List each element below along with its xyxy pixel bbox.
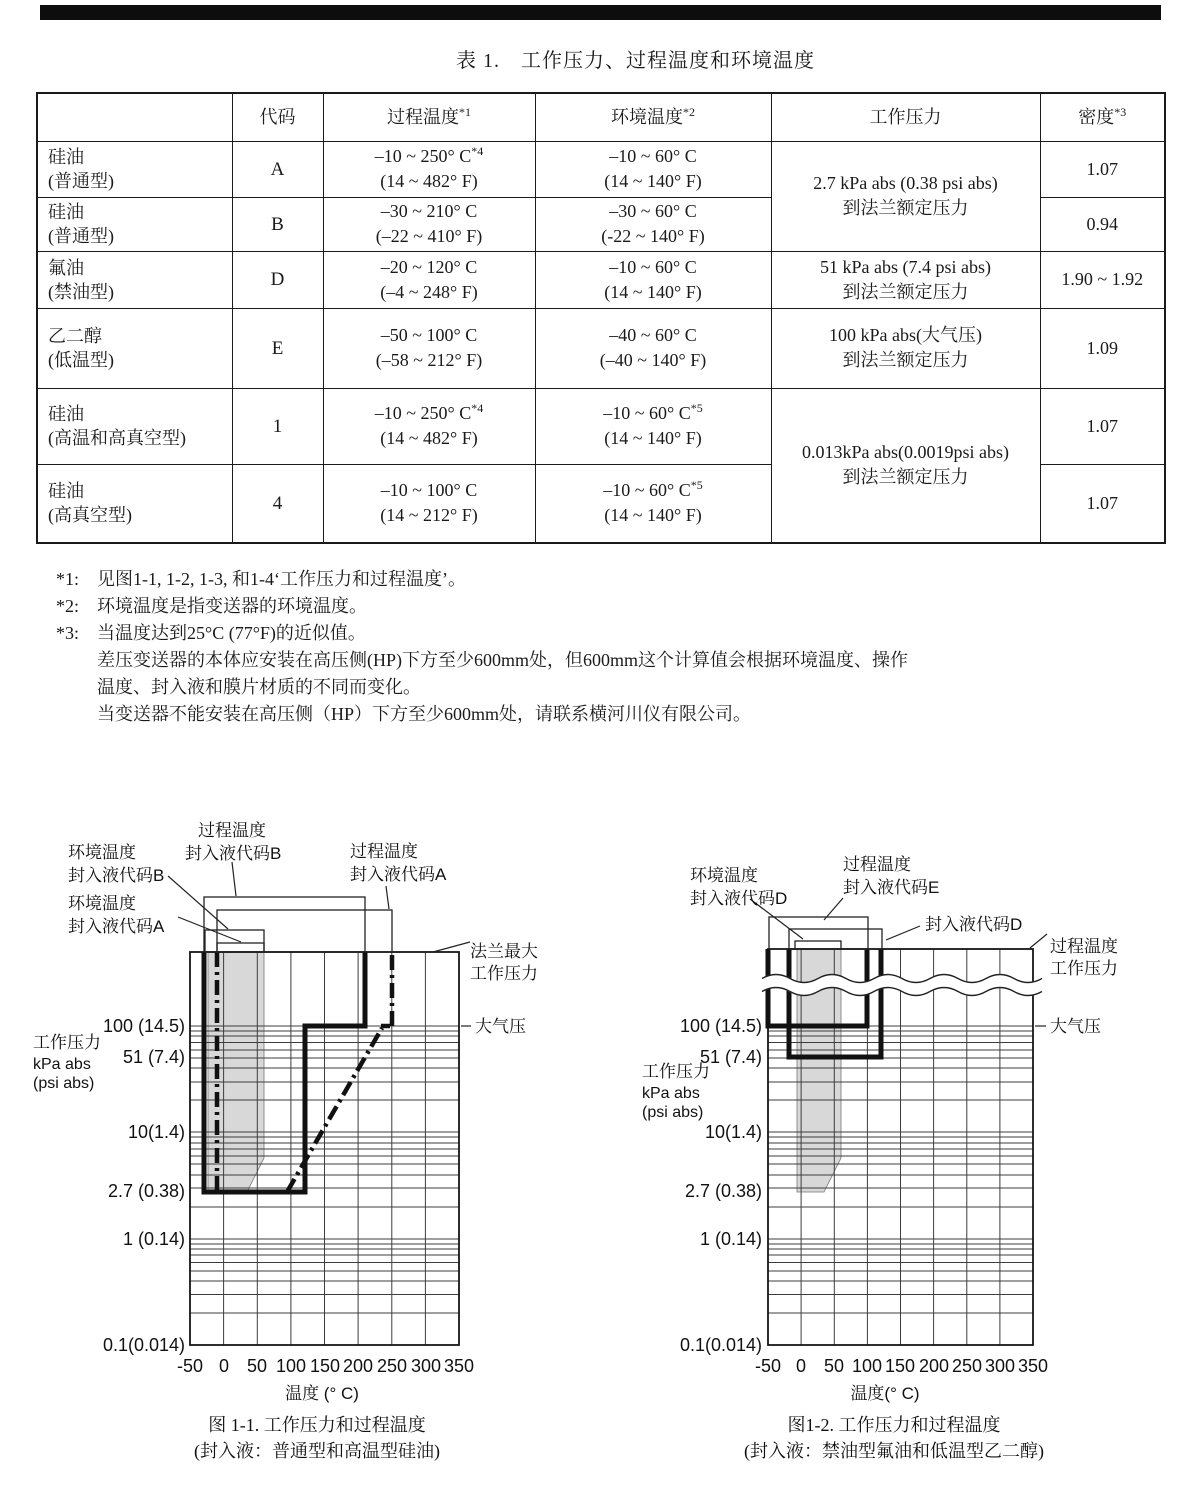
fig2-process-temp-box-e (769, 917, 868, 949)
fig2-y-tick: 100 (14.5) (679, 1016, 762, 1036)
header-ambient-sup: *2 (683, 104, 695, 119)
fig2-label-amb-d: 环境温度 (690, 866, 758, 885)
ambient-range-c: –10 ~ 60° C (603, 403, 691, 423)
process-range-c: –10 ~ 250° C (374, 403, 472, 423)
fig1-x-tick: 50 (246, 1356, 268, 1376)
fluid-type: (禁油型) (48, 281, 114, 302)
fig1-y-tick: 100 (14.5) (102, 1016, 185, 1036)
footnote-text: 见图1-1, 1-2, 1-3, 和1-4‘工作压力和过程温度’。 (97, 569, 466, 589)
pressure-range-note: 到法兰额定压力 (842, 467, 969, 488)
ambient-range-c: –10 ~ 60° C (603, 480, 691, 501)
fig2-y-tick: 1 (0.14) (699, 1229, 762, 1249)
fig2-x-tick: 250 (951, 1356, 983, 1376)
process-range-c: –20 ~ 120° C (380, 256, 478, 277)
figure-1-1 (33, 821, 538, 1462)
fig1-leader-flange (433, 942, 470, 952)
process-range-c: –50 ~ 100° C (380, 325, 478, 345)
cell-density-4: 1.07 (1040, 464, 1165, 543)
fig1-label-amb-a: 环境温度 (68, 894, 136, 913)
fluid-type: (高温和高真空型) (48, 428, 186, 448)
process-range-f: (14 ~ 482° F) (380, 428, 478, 448)
fig1-label-amb-b: 环境温度 (68, 843, 136, 862)
ambient-range-f: (14 ~ 140° F) (604, 281, 702, 302)
fig1-leader-proc-b (232, 862, 236, 896)
fig1-x-tick: 350 (443, 1356, 475, 1376)
fig1-x-tick: 150 (309, 1356, 341, 1376)
footnote-marker: *3: (56, 623, 80, 643)
fig1-label-flange-max: 工作压力 (470, 964, 538, 983)
cell-code-a: A (232, 141, 323, 197)
fig2-label-proc-e: 过程温度 (843, 855, 911, 874)
ambient-range-c: –30 ~ 60° C (609, 201, 697, 221)
header-process-sup: *1 (459, 104, 471, 119)
fig1-x-tick: 200 (342, 1356, 374, 1376)
header-pressure-label: 工作压力 (869, 106, 942, 127)
fig2-x-tick: 50 (823, 1356, 845, 1376)
fig1-y-tick: 51 (7.4) (122, 1047, 185, 1067)
fluid-name: 氟油 (48, 257, 84, 278)
fig2-x-tick: 100 (851, 1356, 883, 1376)
fig2-y-tick: 0.1(0.014) (679, 1335, 762, 1355)
header-ambient-label: 环境温度 (611, 106, 683, 127)
fig1-process-temp-box-a (217, 910, 392, 952)
fig1-label-amb-a: 封入液代码A (68, 917, 165, 936)
ambient-range-f: (14 ~ 140° F) (604, 505, 702, 526)
fig2-x-tick: 200 (918, 1356, 950, 1376)
fig2-leader-code-d (886, 926, 920, 940)
header-density-sup: *3 (1114, 104, 1127, 119)
ambient-range-c: –10 ~ 60° C (609, 256, 697, 277)
cell-code-b: B (232, 197, 323, 251)
ambient-range-f: (14 ~ 140° F) (604, 171, 702, 191)
fig1-label-proc-b: 封入液代码B (185, 844, 282, 863)
cell-density-a: 1.07 (1040, 141, 1165, 197)
cell-density-b: 0.94 (1040, 197, 1165, 251)
figure-1-2 (642, 855, 1118, 1462)
cell-code-d: D (232, 251, 323, 308)
fig1-ambient-temp-box-b (205, 930, 264, 952)
fig2-ambient-temp-box-d (795, 941, 841, 949)
fig2-caption-title: 图1-2. 工作压力和过程温度 (787, 1415, 1001, 1435)
fig1-y-tick: 0.1(0.014) (102, 1335, 185, 1355)
process-range-f: (14 ~ 212° F) (380, 505, 478, 526)
fig1-y-axis-label: 工作压力 (33, 1033, 101, 1052)
fig2-label-proc-e: 封入液代码E (843, 878, 940, 897)
fig1-y-axis-unit: kPa abs (33, 1056, 91, 1073)
ambient-range-f: (-22 ~ 140° F) (601, 226, 705, 246)
fig2-label-atmospheric: 大气压 (1050, 1017, 1101, 1036)
pressure-value: 51 kPa abs (7.4 psi abs) (820, 256, 991, 277)
fig2-x-tick: -50 (754, 1356, 782, 1376)
pressure-value: 100 kPa abs(大气压) (829, 325, 982, 345)
fig1-label-proc-a: 过程温度 (350, 842, 418, 861)
fig1-label-amb-b: 封入液代码B (68, 866, 165, 885)
fluid-name: 硅油 (48, 202, 84, 222)
process-range-f: (–58 ~ 212° F) (375, 350, 483, 370)
fig2-y-tick: 2.7 (0.38) (684, 1181, 762, 1201)
process-range-c: –10 ~ 250° C (374, 146, 472, 166)
ambient-range-f: (–40 ~ 140° F) (599, 350, 707, 370)
footnote-3-cont: 当变送器不能安装在高压侧（HP）下方至少600mm处，请联系横河川仪有限公司。 (97, 704, 752, 724)
fig2-label-amb-d: 封入液代码D (690, 889, 788, 908)
cell-code-e: E (232, 308, 323, 388)
pressure-range-note: 到法兰额定压力 (842, 198, 969, 218)
footnote-marker: *1: (56, 569, 80, 589)
table-title: 表 1. 工作压力、过程温度和环境温度 (456, 50, 815, 72)
fig2-y-tick: 10(1.4) (704, 1122, 762, 1142)
process-sup: *4 (471, 144, 484, 158)
process-range-c: –30 ~ 210° C (380, 201, 478, 221)
fluid-name: 硅油 (48, 404, 84, 424)
fluid-name: 乙二醇 (48, 326, 102, 346)
fig1-x-tick: 0 (218, 1356, 230, 1376)
fig1-leader-proc-a (386, 886, 389, 909)
fig1-x-tick: 100 (275, 1356, 307, 1376)
fig1-x-tick: 250 (376, 1356, 408, 1376)
fig1-y-tick: 2.7 (0.38) (107, 1181, 185, 1201)
footnote-marker: *2: (56, 596, 80, 616)
pressure-range-note: 到法兰额定压力 (842, 281, 969, 302)
cell-density-1: 1.07 (1040, 388, 1165, 464)
ambient-sup: *5 (690, 478, 703, 493)
fig1-caption-title: 图 1-1. 工作压力和过程温度 (208, 1415, 426, 1435)
fig1-label-flange-max: 法兰最大 (470, 942, 538, 961)
fig1-caption-subtitle: (封入液：普通型和高温型硅油) (194, 1441, 440, 1461)
header-code-label: 代码 (259, 106, 296, 127)
footnote-3-cont: 温度、封入液和膜片材质的不同而变化。 (97, 677, 421, 697)
footnote-text: 当温度达到25°C (77°F)的近似值。 (97, 623, 366, 643)
ambient-sup: *5 (690, 401, 703, 415)
fig2-leader-proc-press (1030, 934, 1047, 948)
fluid-name: 硅油 (48, 481, 84, 502)
footnote-text: 环境温度是指变送器的环境温度。 (97, 596, 367, 616)
process-sup: *4 (471, 401, 484, 415)
fluid-name: 硅油 (48, 147, 84, 167)
pressure-value: 0.013kPa abs(0.0019psi abs) (802, 442, 1009, 463)
fluid-type: (普通型) (48, 171, 114, 191)
fig1-label-proc-b: 过程温度 (198, 821, 266, 840)
fig2-x-tick: 150 (884, 1356, 916, 1376)
fig1-ambient-temp-box-a (217, 943, 264, 952)
fig1-x-tick: -50 (176, 1356, 204, 1376)
fluid-type: (普通型) (48, 226, 114, 246)
fig1-leader-amb-b (168, 876, 228, 929)
fig2-label-proc-press: 过程温度 (1050, 937, 1118, 956)
fig2-y-tick: 51 (7.4) (699, 1047, 762, 1067)
fig2-x-tick: 300 (984, 1356, 1016, 1376)
fig1-x-axis-label: 温度 (° C) (285, 1384, 359, 1403)
fig1-process-temp-box-b (204, 897, 365, 952)
cell-density-d: 1.90 ~ 1.92 (1040, 251, 1165, 308)
fig1-label-atmospheric: 大气压 (475, 1017, 526, 1036)
fig1-y-tick: 10(1.4) (127, 1122, 185, 1142)
fig2-caption-subtitle: (封入液：禁油型氟油和低温型乙二醇) (744, 1441, 1044, 1461)
fig2-x-tick: 350 (1017, 1356, 1049, 1376)
cell-density-e: 1.09 (1040, 308, 1165, 388)
fig1-x-tick: 300 (410, 1356, 442, 1376)
process-range-f: (14 ~ 482° F) (380, 171, 478, 191)
pressure-range-note: 到法兰额定压力 (842, 350, 969, 370)
fig1-y-axis-unit: (psi abs) (33, 1075, 95, 1092)
cell-code-1: 1 (232, 388, 323, 464)
ambient-range-f: (14 ~ 140° F) (604, 428, 702, 448)
process-range-f: (–22 ~ 410° F) (375, 226, 483, 246)
cell-code-4: 4 (232, 464, 323, 543)
fig1-label-proc-a: 封入液代码A (350, 865, 447, 884)
fig2-x-tick: 0 (795, 1356, 807, 1376)
fig2-y-axis-unit: kPa abs (642, 1085, 700, 1102)
header-process-label: 过程温度 (387, 106, 459, 127)
fig2-y-axis-label: 工作压力 (642, 1062, 710, 1081)
footnote-3-cont: 差压变送器的本体应安装在高压侧(HP)下方至少600mm处，但600mm这个计算值会根据环境温度、操作 (97, 650, 908, 670)
process-range-c: –10 ~ 100° C (380, 480, 478, 501)
fluid-type: (高真空型) (48, 505, 132, 526)
fig1-y-tick: 1 (0.14) (122, 1229, 185, 1249)
ambient-range-c: –10 ~ 60° C (609, 146, 697, 166)
process-range-f: (–4 ~ 248° F) (380, 281, 478, 302)
ambient-range-c: –40 ~ 60° C (609, 325, 697, 345)
fig2-label-proc-press: 工作压力 (1050, 959, 1118, 978)
fig2-y-axis-unit: (psi abs) (642, 1104, 704, 1121)
fluid-type: (低温型) (48, 350, 114, 370)
fig2-label-code-d: 封入液代码D (925, 915, 1023, 934)
pressure-value: 2.7 kPa abs (0.38 psi abs) (813, 173, 998, 193)
fig2-x-axis-label: 温度(° C) (850, 1384, 920, 1403)
header-density-label: 密度 (1078, 106, 1115, 127)
